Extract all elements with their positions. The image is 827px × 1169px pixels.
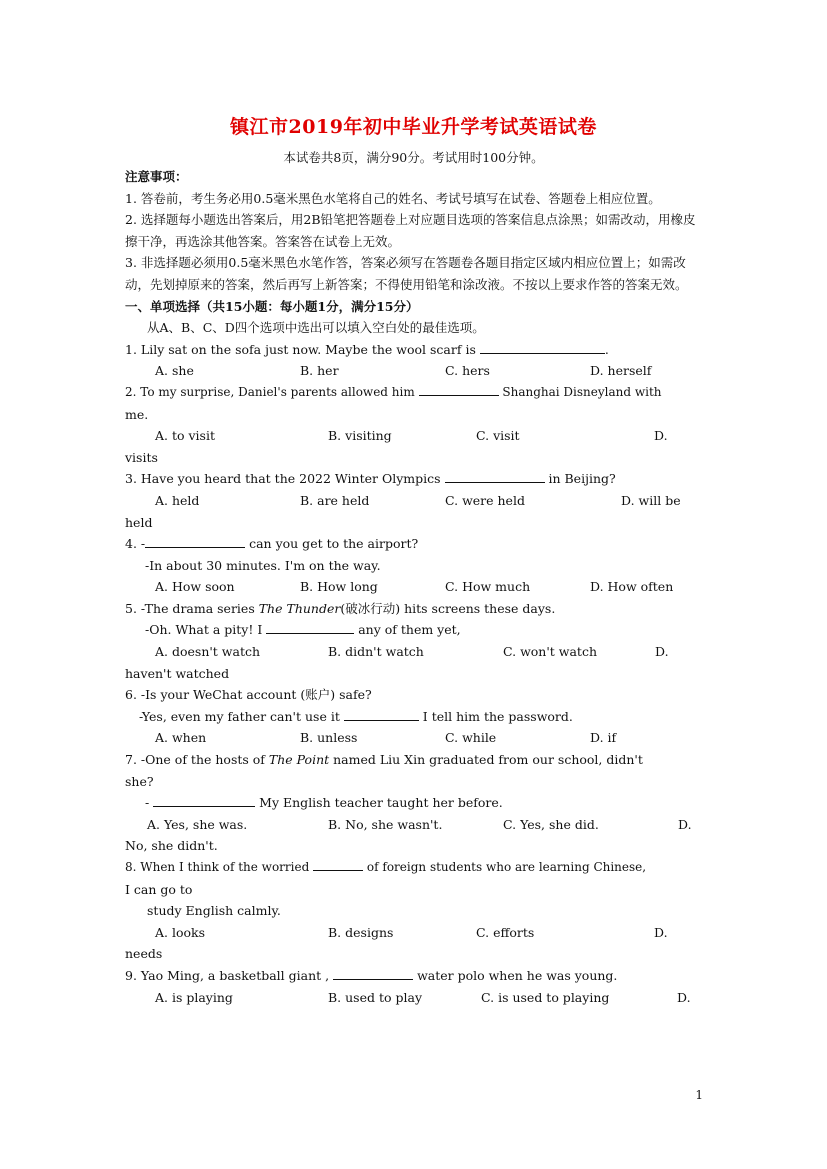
answer-blank — [266, 621, 354, 634]
option-c: C. won't watch — [503, 644, 598, 660]
option-b: B. How long — [300, 579, 378, 595]
question-2-option-d-cont: visits — [125, 449, 158, 465]
option-b: B. unless — [300, 730, 358, 746]
notice-item-2: 2. 选择题每小题选出答案后，用2B铅笔把答题卷上对应题目选项的答案信息点涂黑；如需改动，用橡皮擦干净，再选涂其他答案。答案答在试卷上无效。 — [125, 212, 696, 249]
option-b: B. visiting — [328, 428, 392, 444]
question-9-options — [125, 987, 705, 1009]
question-7-cont: she? — [125, 773, 154, 789]
answer-blank — [153, 794, 255, 807]
question-9: 9. Yao Ming, a basketball giant , water polo when he was young. — [125, 967, 618, 983]
question-1-options — [125, 360, 705, 382]
option-b: B. used to play — [328, 989, 423, 1005]
option-a: A. is playing — [155, 989, 233, 1005]
notice-item-1: 1. 答卷前，考生务必用0.5毫米黑色水笔将自己的姓名、考试号填写在试卷、答题卷上相应位置。 — [125, 190, 661, 206]
option-d: D. will be — [621, 492, 681, 508]
option-a: A. when — [155, 730, 207, 746]
option-a: A. Yes, she was. — [147, 816, 248, 832]
option-c: C. while — [445, 730, 497, 746]
question-5: 5. -The drama series The Thunder(破冰行动) hits screens these days. — [125, 600, 556, 616]
answer-blank — [480, 341, 605, 354]
option-b: B. are held — [300, 492, 370, 508]
question-4-reply: -In about 30 minutes. I'm on the way. — [145, 557, 381, 573]
option-b: B. her — [300, 363, 339, 379]
notice-item-3: 3. 非选择题必须用0.5毫米黑色水笔作答，答案必须写在答题卷各题目指定区域内相应位置上；如需改动，先划掉原来的答案，然后再写上新答案；不得使用铅笔和涂改液。不按以上要求作答的答案无效。 — [125, 255, 688, 292]
option-c: C. efforts — [476, 924, 535, 940]
question-3-option-d-cont: held — [125, 514, 153, 530]
question-8-option-d-cont: needs — [125, 946, 163, 962]
question-5-option-d-cont: haven't watched — [125, 665, 230, 681]
option-c: C. hers — [445, 363, 490, 379]
option-a: A. doesn't watch — [155, 644, 261, 660]
option-d: D. — [654, 428, 668, 444]
option-d: D. — [678, 816, 692, 832]
answer-blank — [445, 470, 545, 483]
option-c: C. Yes, she did. — [503, 816, 599, 832]
question-2: 2. To my surprise, Daniel's parents allowed him Shanghai Disneyland with — [125, 384, 662, 399]
exam-body — [125, 166, 705, 1008]
question-4-options — [125, 576, 705, 598]
question-4: 4. - can you get to the airport? — [125, 536, 419, 552]
option-a: A. she — [155, 363, 194, 379]
answer-blank — [419, 383, 499, 396]
option-b: B. designs — [328, 924, 394, 940]
option-c: C. were held — [445, 492, 525, 508]
question-2-cont: me. — [125, 406, 149, 422]
question-8-cont-2: study English calmly. — [147, 903, 281, 919]
question-7-reply: - My English teacher taught her before. — [145, 795, 503, 811]
section-heading: 一、单项选择（共15小题：每小题1分，满分15分） — [125, 298, 419, 314]
question-8-options — [125, 922, 705, 944]
option-c: C. is used to playing — [481, 989, 610, 1005]
option-d: D. — [677, 989, 691, 1005]
section-instruction: 从A、B、C、D四个选项中选出可以填入空白处的最佳选项。 — [147, 320, 485, 336]
question-1: 1. Lily sat on the sofa just now. Maybe the wool scarf is . — [125, 341, 609, 357]
question-6: 6. -Is your WeChat account (账户) safe? — [125, 687, 372, 703]
option-d: D. How often — [590, 579, 674, 595]
page-number: 1 — [695, 1088, 703, 1102]
answer-blank — [145, 535, 245, 548]
question-3-options — [125, 490, 705, 512]
option-b: B. didn't watch — [328, 644, 424, 660]
question-7: 7. -One of the hosts of The Point named Liu Xin graduated from our school, didn't — [125, 752, 643, 768]
question-6-reply: -Yes, even my father can't use it I tell him the password. — [139, 708, 573, 724]
option-a: A. to visit — [155, 428, 215, 444]
option-a: A. How soon — [155, 579, 235, 595]
option-c: C. How much — [445, 579, 531, 595]
question-8: 8. When I think of the worried of foreign students who are learning Chinese, — [125, 860, 647, 874]
question-7-options — [125, 814, 705, 836]
question-8-cont: I can go to — [125, 881, 193, 897]
question-6-options — [125, 727, 705, 749]
option-d: D. — [655, 644, 669, 660]
exam-subtitle: 本试卷共8页，满分90分。考试用时100分钟。 — [283, 150, 544, 165]
exam-title: 镇江市2019年初中毕业升学考试英语试卷 — [230, 116, 597, 138]
option-a: A. held — [155, 492, 200, 508]
option-d: D. if — [590, 730, 617, 746]
question-3: 3. Have you heard that the 2022 Winter Olympics in Beijing? — [125, 471, 616, 487]
answer-blank — [313, 858, 363, 871]
option-c: C. visit — [476, 428, 520, 444]
question-2-options — [125, 425, 705, 447]
option-d: D. herself — [590, 363, 652, 379]
option-a: A. looks — [155, 924, 206, 940]
answer-blank — [344, 708, 419, 721]
question-5-reply: -Oh. What a pity! I any of them yet, — [145, 622, 461, 638]
question-7-option-d-cont: No, she didn't. — [125, 838, 218, 854]
answer-blank — [333, 967, 413, 980]
question-5-options — [125, 641, 705, 663]
option-d: D. — [654, 924, 668, 940]
option-b: B. No, she wasn't. — [328, 816, 443, 832]
notice-heading: 注意事项： — [125, 169, 188, 184]
